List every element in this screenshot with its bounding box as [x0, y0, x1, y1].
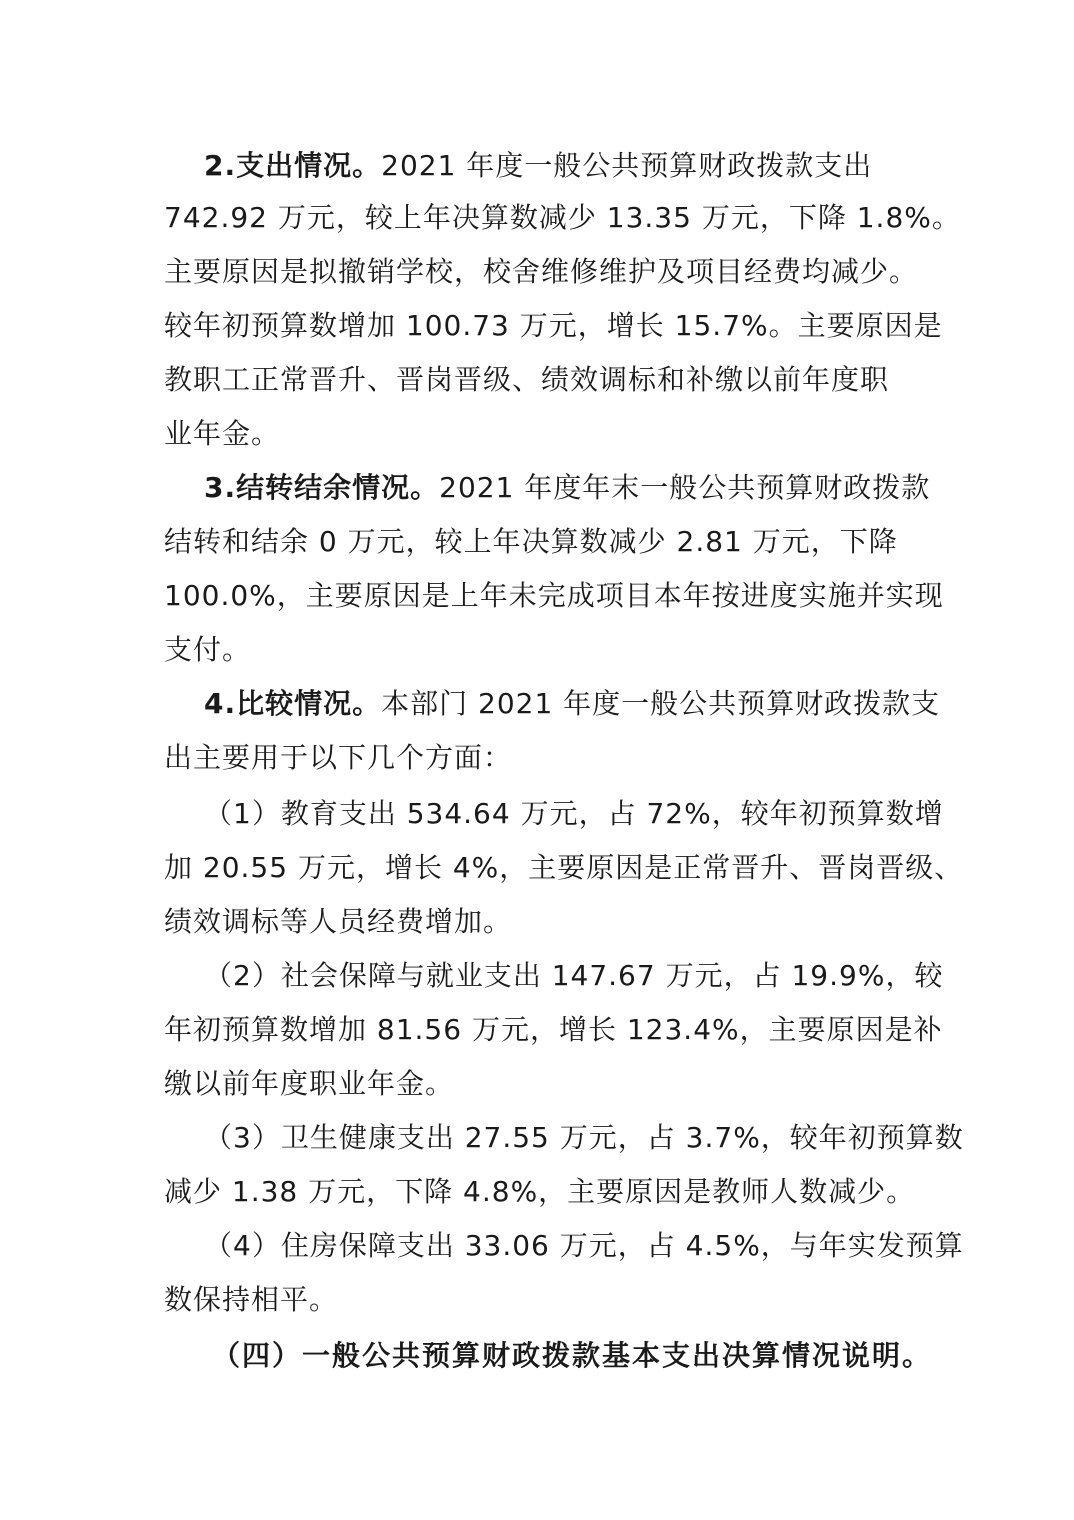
paragraph-3-heading: 3.结转结余情况。: [204, 471, 440, 504]
paragraph-3-line-2: 结转和结余 0 万元，较上年决算数减少 2.81 万元，下降: [164, 525, 898, 558]
item-3-line-1: （3）卫生健康支出 27.55 万元，占 3.7%，较年初预算数: [204, 1121, 964, 1154]
item-3-line-2: 减少 1.38 万元，下降 4.8%，主要原因是教师人数减少。: [164, 1175, 916, 1208]
item-1-line-3: 绩效调标等人员经费增加。: [164, 905, 513, 938]
paragraph-2-line-4: 较年初预算数增加 100.73 万元，增长 15.7%。主要原因是: [164, 309, 943, 342]
item-1-line-1: （1）教育支出 534.64 万元，占 72%，较年初预算数增: [204, 797, 944, 830]
paragraph-2-line-2: 742.92 万元，较上年决算数减少 13.35 万元，下降 1.8%。: [164, 201, 961, 234]
paragraph-3-line-4: 支付。: [164, 633, 252, 666]
section-heading: （四）一般公共预算财政拨款基本支出决算情况说明。: [212, 1339, 933, 1372]
item-4-line-2: 数保持相平。: [164, 1283, 339, 1316]
paragraph-4-line-2: 出主要用于以下几个方面：: [164, 741, 513, 774]
paragraph-2-heading: 2.支出情况。: [204, 149, 382, 182]
paragraph-2-text: 2021 年度一般公共预算财政拨款支出: [381, 149, 873, 182]
item-2-line-3: 缴以前年度职业年金。: [164, 1067, 455, 1100]
item-2-line-2: 年初预算数增加 81.56 万元，增长 123.4%，主要原因是补: [164, 1013, 943, 1046]
paragraph-2-line-6: 业年金。: [164, 417, 281, 450]
item-1-line-2: 加 20.55 万元，增长 4%，主要原因是正常晋升、晋岗晋级、: [164, 851, 964, 884]
paragraph-2-line-5: 教职工正常晋升、晋岗晋级、绩效调标和补缴以前年度职: [164, 363, 890, 396]
paragraph-3-text: 2021 年度年末一般公共预算财政拨款: [439, 471, 931, 504]
item-4-line-1: （4）住房保障支出 33.06 万元，占 4.5%，与年实发预算: [204, 1229, 964, 1262]
paragraph-3-line-3: 100.0%，主要原因是上年未完成项目本年按进度实施并实现: [164, 579, 944, 612]
paragraph-4-text: 本部门 2021 年度一般公共预算财政拨款支: [381, 687, 941, 720]
paragraph-4-line-1: [204, 682, 940, 726]
paragraph-3-line-1: [204, 466, 930, 510]
paragraph-2-line-3: 主要原因是拟撤销学校，校舍维修维护及项目经费均减少。: [164, 255, 919, 288]
paragraph-4-heading: 4.比较情况。: [204, 687, 382, 720]
item-2-line-1: （2）社会保障与就业支出 147.67 万元，占 19.9%，较: [204, 959, 944, 992]
paragraph-2-line-1: [204, 144, 872, 188]
